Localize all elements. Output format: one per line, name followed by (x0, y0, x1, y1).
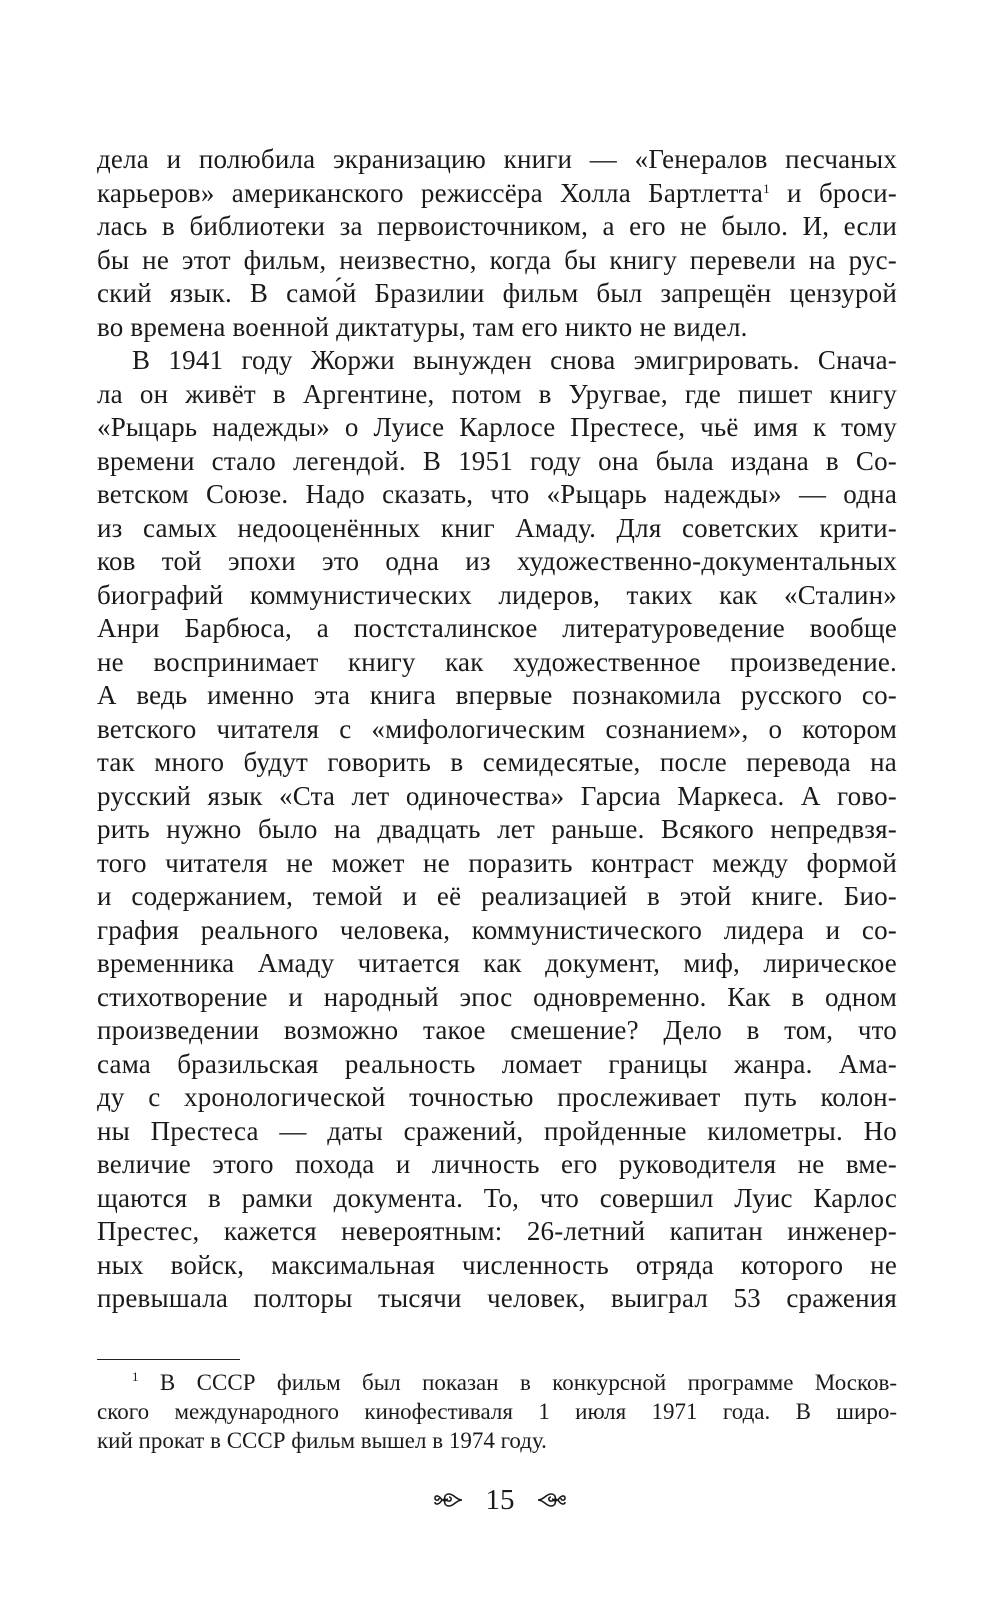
text-line: ла он живёт в Аргентине, потом в Уругвае, где пишет книгу (97, 378, 897, 409)
text-line: сама бразильская реальность ломает границы жанра. Ама- (97, 1048, 897, 1079)
text-line: ветском Союзе. Надо сказать, что «Рыцарь надежды» — одна (97, 479, 897, 509)
text-line: «Рыцарь надежды» о Луисе Карлосе Престесе, чьё имя к тому (97, 412, 897, 442)
text-line: временника Амаду читается как документ, миф, лирическое (97, 948, 897, 978)
text-line: В 1941 году Жоржи вынужден снова эмигрировать. Снача- (132, 345, 897, 375)
text-line: ных войск, максимальная численность отряда которого не (97, 1249, 897, 1280)
footnote-ref[interactable]: 1 (763, 180, 770, 196)
text-line: того читателя не может не поразить контраст между формой (97, 847, 897, 878)
text-line: так много будут говорить в семидесятые, после перевода на (97, 747, 897, 777)
text-line: биографий коммунистических лидеров, таких как «Сталин» (97, 579, 897, 610)
footnote-separator (97, 1359, 240, 1360)
text-line-part: и броси- (769, 177, 897, 208)
text-line: ветского читателя с «мифологическим сознанием», о котором (97, 713, 897, 744)
page-footer (0, 1480, 1000, 1516)
footnote-line (97, 1368, 897, 1397)
footnote-line: ского международного кинофестиваля 1 июля 1971 года. В широ- (97, 1399, 897, 1424)
text-line: Престес, кажется невероятным: 26-летний капитан инженер- (97, 1216, 897, 1246)
text-line: ду с хронологической точностью прослеживает путь колон- (97, 1082, 897, 1112)
text-line: бы не этот фильм, неизвестно, когда бы книгу перевели на рус- (97, 244, 897, 275)
text-line: Анри Барбюса, а постсталинское литературоведение вообще (97, 613, 897, 643)
text-line: не воспринимает книгу как художественное произведение. (97, 646, 897, 677)
text-line: величие этого похода и личность его руководителя не вме- (97, 1149, 897, 1179)
main-text (97, 143, 897, 1316)
footnote (97, 1368, 897, 1455)
left-ornament-icon (432, 1489, 464, 1511)
text-line: лась в библиотеки за первоисточником, а его не было. И, если (97, 211, 897, 241)
text-line: щаются в рамки документа. То, что совершил Луис Карлос (97, 1182, 897, 1213)
text-line: дела и полюбила экранизацию книги — «Генералов песчаных (97, 144, 897, 174)
text-line: ков той эпохи это одна из художественно-документальных (97, 546, 897, 576)
text-line: А ведь именно эта книга впервые познакомила русского со- (97, 680, 897, 710)
text-line: ский язык. В само́й Бразилии фильм был запрещён цензурой (97, 278, 897, 308)
footnote-text: В СССР фильм был показан в конкурсной программе Москов- (159, 1370, 897, 1395)
text-line: русский язык «Ста лет одиночества» Гарсиа Маркеса. А гово- (97, 780, 897, 811)
text-line: превышала полторы тысячи человек, выиграл 53 сражения (97, 1283, 897, 1313)
text-line: времени стало легендой. В 1951 году она была издана в Со- (97, 445, 897, 476)
text-line: во времена военной диктатуры, там его никто не видел. (97, 311, 748, 342)
text-line: рить нужно было на двадцать лет раньше. Всякого непредвзя- (97, 814, 897, 844)
page-number: 15 (485, 1484, 515, 1517)
right-ornament-icon (536, 1489, 568, 1511)
text-line: и содержанием, темой и её реализацией в этой книге. Био- (97, 881, 897, 911)
text-line: произведении возможно такое смешение? Дело в том, что (97, 1015, 897, 1045)
footnote-line: кий прокат в СССР фильм вышел в 1974 году. (97, 1428, 547, 1453)
text-line-part: карьеров» американского режиссёра Холла Бартлетта (97, 177, 764, 208)
text-line (97, 177, 897, 211)
text-line: ны Престеса — даты сражений, пройденные километры. Но (97, 1115, 897, 1146)
text-line: стихотворение и народный эпос одновременно. Как в одном (97, 981, 897, 1012)
footnote-marker: 1 (132, 1369, 139, 1384)
text-line: графия реального человека, коммунистического лидера и со- (97, 914, 897, 945)
text-line: из самых недооценённых книг Амаду. Для советских крити- (97, 512, 897, 543)
